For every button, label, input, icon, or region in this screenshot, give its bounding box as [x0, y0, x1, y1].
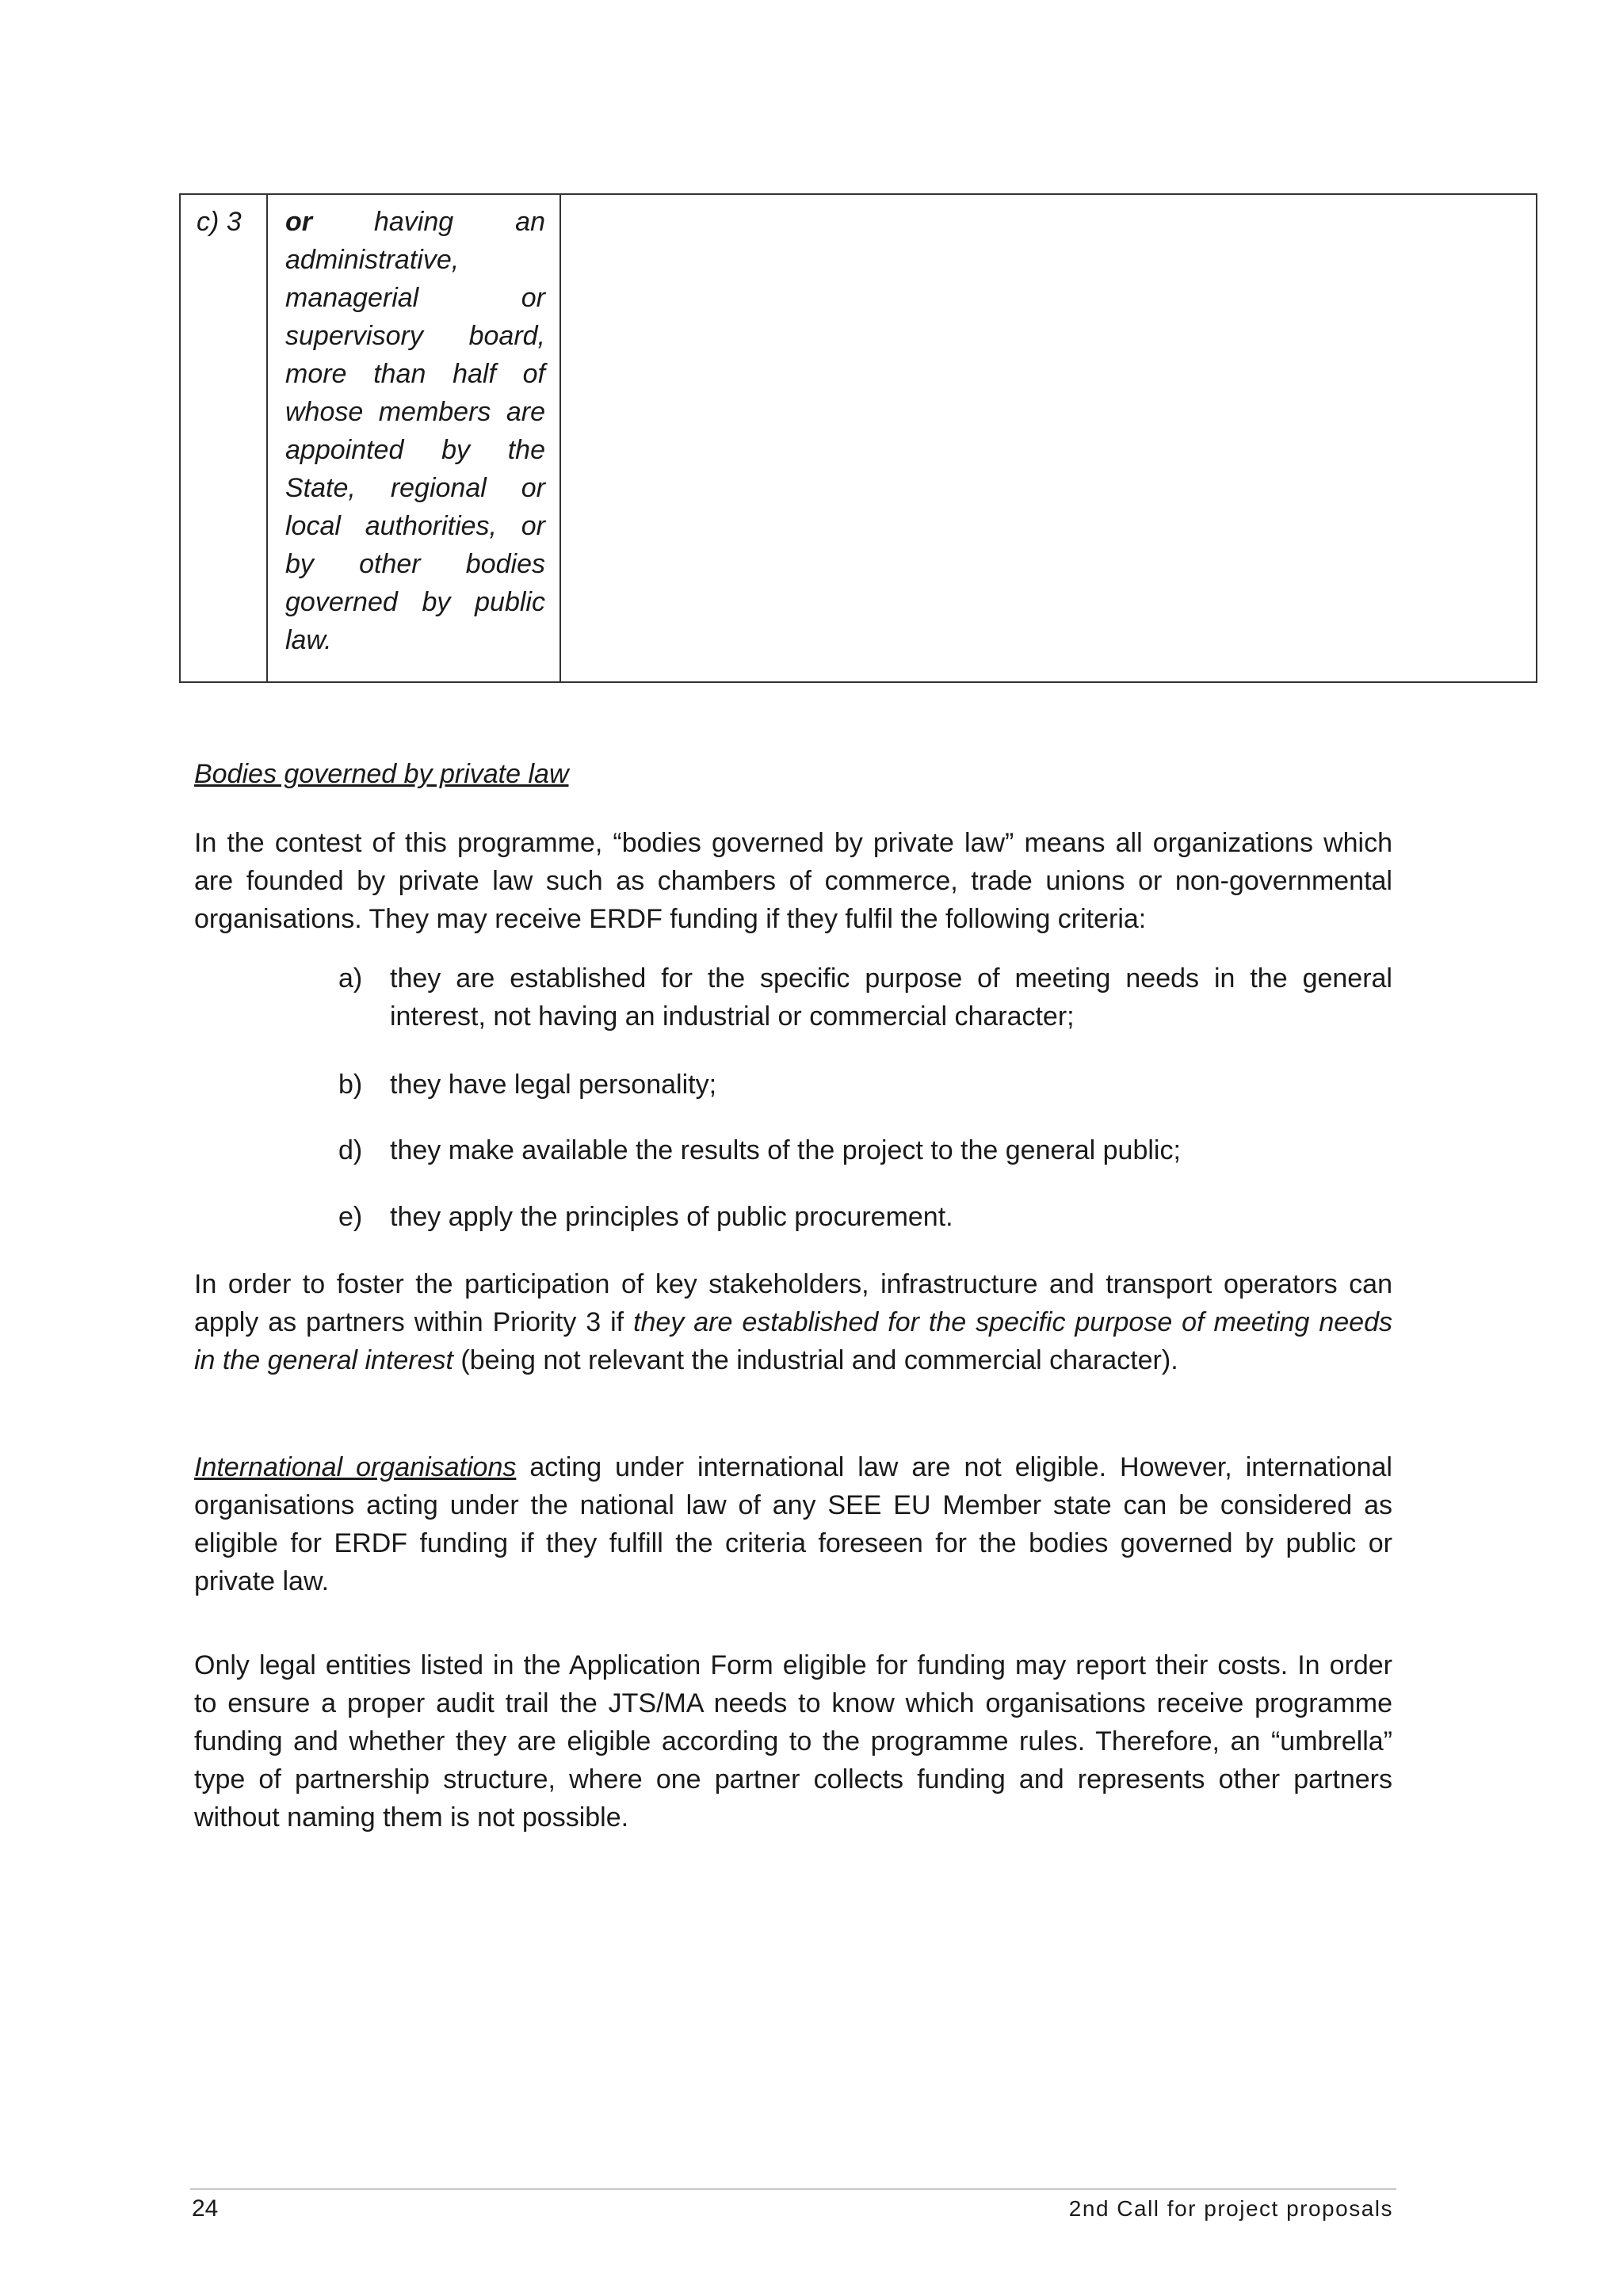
list-line: they make available the results of the project to the general public;: [390, 1135, 1181, 1165]
cell-line: [285, 545, 545, 583]
list-marker: d): [338, 1135, 363, 1165]
list-line: they are established for the specific purpose of meeting needs in the general: [390, 963, 1392, 994]
cell-word: the: [507, 435, 545, 465]
cell-word: bodies: [465, 549, 545, 579]
cell-word: an: [515, 207, 545, 237]
cell-line: [285, 583, 545, 621]
list-marker: a): [338, 963, 363, 994]
criterion-text: [268, 195, 559, 659]
paragraph-line: funding and whether they are eligible according to the programme rules. Therefore, an “umbrella”: [194, 1726, 1392, 1756]
cell-word: local: [285, 511, 341, 541]
cell-word: half: [453, 359, 496, 389]
footer-divider: [190, 2188, 1396, 2190]
cell-word: supervisory: [285, 321, 423, 351]
cell-word: whose: [285, 397, 364, 427]
cell-line: [285, 507, 545, 545]
paragraph-line: private law.: [194, 1566, 330, 1596]
italic-text: in the general interest: [194, 1345, 453, 1375]
table-row: [180, 194, 1537, 682]
cell-word: managerial: [285, 283, 419, 313]
list-line: they have legal personality;: [390, 1070, 717, 1100]
paragraph-line: eligible for ERDF funding if they fulfill the criteria foreseen for the bodies governed by public or: [194, 1528, 1392, 1558]
cell-line: [285, 355, 545, 393]
paragraph-line: without naming them is not possible.: [194, 1802, 629, 1833]
paragraph-line: to ensure a proper audit trail the JTS/MA needs to know which organisations receive programme: [194, 1688, 1392, 1718]
cell-word: authorities,: [365, 511, 498, 541]
cell-word: or: [521, 511, 545, 541]
criteria-table: [179, 193, 1537, 683]
cell-word: or: [285, 207, 312, 237]
cell-word: members: [378, 397, 491, 427]
cell-word: than: [373, 359, 426, 389]
private-law-intro: [194, 824, 1392, 938]
international-paragraph: [194, 1448, 1392, 1600]
list-line: they apply the principles of public procurement.: [390, 1202, 953, 1232]
plain-text: (being not relevant the industrial and commercial character).: [453, 1345, 1178, 1375]
cell-word: by: [285, 549, 314, 579]
paragraph-line: [194, 1448, 1392, 1486]
cell-word: governed: [285, 587, 398, 617]
cell-word: by: [422, 587, 451, 617]
cell-word: appointed: [285, 435, 404, 465]
cell-word: more: [285, 359, 347, 389]
cell-word: State,: [285, 473, 356, 503]
criterion-code: c) 3: [197, 207, 242, 237]
plain-text: apply as partners within Priority 3 if: [194, 1307, 634, 1337]
footer-title: 2nd Call for project proposals: [1068, 2196, 1393, 2221]
section-heading-private-law: Bodies governed by private law: [194, 759, 569, 789]
list-item: [338, 1198, 1392, 1236]
paragraph-line: [194, 1303, 1392, 1341]
cell-line: [285, 393, 545, 431]
paragraph-line: organisations acting under the national law of any SEE EU Member state can be considered as: [194, 1490, 1392, 1520]
cell-line: [285, 203, 545, 241]
paragraph-line: type of partnership structure, where one partner collects funding and represents other partners: [194, 1764, 1392, 1794]
cell-line: [285, 431, 545, 469]
cell-line: [285, 317, 545, 355]
cell-word: law.: [285, 625, 332, 655]
cell-word: of: [522, 359, 545, 389]
paragraph-line: are founded by private law such as chambers of commerce, trade unions or non-governmental: [194, 866, 1392, 896]
plain-text: acting under international law are not eligible. However, international: [516, 1452, 1392, 1482]
cell-word: public: [475, 587, 545, 617]
cell-word: having: [373, 207, 454, 237]
cell-word: by: [441, 435, 471, 465]
list-marker: b): [338, 1070, 363, 1100]
cell-word: are: [506, 397, 545, 427]
list-item: [338, 1131, 1392, 1169]
cell-word: administrative,: [285, 245, 460, 275]
cell-word: or: [521, 283, 545, 313]
cell-line: [285, 279, 545, 317]
legal-entities-paragraph: [194, 1646, 1392, 1836]
list-marker: e): [338, 1202, 363, 1232]
cell-word: other: [359, 549, 421, 579]
page-number: 24: [192, 2195, 219, 2222]
criterion-text-cell: [267, 194, 560, 682]
list-item: [338, 959, 1392, 1035]
list-line: interest, not having an industrial or commercial character;: [390, 1001, 1075, 1032]
list-item: [338, 1066, 1392, 1104]
cell-word: or: [521, 473, 545, 503]
cell-word: regional: [390, 473, 487, 503]
paragraph-line: In the contest of this programme, “bodies governed by private law” means all organizations which: [194, 828, 1392, 858]
empty-cell: [560, 194, 1537, 682]
paragraph-line: organisations. They may receive ERDF funding if they fulfil the following criteria:: [194, 904, 1147, 934]
cell-line: [285, 621, 545, 659]
italic-text: they are established for the specific purpose of meeting needs: [633, 1307, 1392, 1337]
cell-line: [285, 469, 545, 507]
criterion-code-cell: [180, 194, 267, 682]
international-term: International organisations: [194, 1452, 517, 1482]
cell-line: [285, 241, 545, 279]
cell-word: board,: [468, 321, 545, 351]
paragraph-line: [194, 1341, 1392, 1379]
foster-paragraph: [194, 1265, 1392, 1379]
paragraph-line: In order to foster the participation of key stakeholders, infrastructure and transport operators can: [194, 1269, 1392, 1299]
paragraph-line: Only legal entities listed in the Application Form eligible for funding may report their costs. In order: [194, 1650, 1392, 1680]
